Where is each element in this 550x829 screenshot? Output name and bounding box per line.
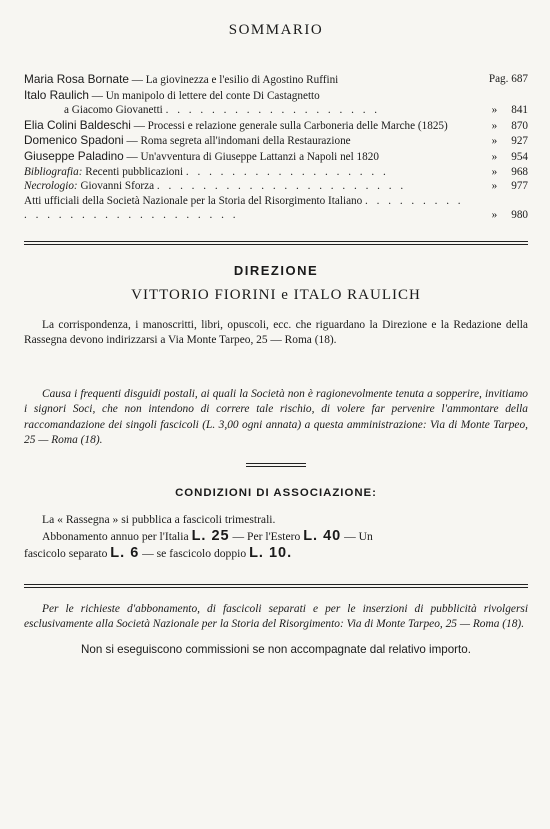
toc-page: 841 xyxy=(511,104,528,117)
toc-entry xyxy=(24,194,528,223)
final-notice: Non si eseguiscono commissioni se non accompagnate dal relativo importo. xyxy=(81,642,471,656)
toc-page: 977 xyxy=(511,180,528,193)
toc-title: — Processi e relazione generale sulla Carboneria delle Marche (1825) xyxy=(133,119,448,132)
price-doppio: L. 10. xyxy=(249,544,293,561)
toc-entry xyxy=(24,149,528,165)
toc-entry xyxy=(24,133,528,149)
condizioni-text: fascicolo separato xyxy=(24,546,108,560)
leader-dots: . . . . . . . . . . . . . . . . . . . . . . xyxy=(156,180,407,193)
leader-dots: . . . . . . . . . . . . . . . . . . xyxy=(185,165,389,178)
subscription-notice: Per le richieste d'abbonamento, di fascicoli separati e per le inserzioni di pubblicità rivolgersi esclusivamente alla Società Nazionale per la Storia del Risorgimento: Via di Monte Tarpeo, 25 — Roma (18). xyxy=(24,602,528,631)
condizioni-line: La « Rassegna » si pubblica a fascicoli trimestrali. xyxy=(42,512,276,526)
toc-title: — Roma segreta all'indomani della Restaurazione xyxy=(126,135,351,148)
section-divider xyxy=(24,241,528,245)
condizioni-text: — Per l'Estero xyxy=(232,529,301,543)
toc-author: Elia Colini Baldeschi xyxy=(24,117,131,132)
price-estero: L. 40 xyxy=(303,527,342,544)
condizioni-text: Abbonamento annuo per l'Italia xyxy=(42,529,189,543)
toc-title: — La giovinezza e l'esilio di Agostino Ruffini xyxy=(131,74,339,86)
toc-entry xyxy=(24,72,528,88)
postal-notice: Causa i frequenti disguidi postali, ai quali la Società non è ragionevolmente tenuta a sopperire, invitiamo i signori Soci, che non intendono di correre tale rischio, di volere far pervenire l'ammontare della raccomandazione dei singoli fascicoli (L. 3,00 ogni annata) a questa amministrazione: Via di Monte Tarpeo, 25 — Roma (18). xyxy=(24,387,528,447)
price-italia: L. 25 xyxy=(191,527,230,544)
toc-title: — Un manipolo di lettere del conte Di Castagnetto xyxy=(91,89,320,102)
toc-title: — Un'avventura di Giuseppe Lattanzi a Napoli nel 1820 xyxy=(126,150,379,163)
toc-separator: » xyxy=(491,209,498,222)
toc-author: Giuseppe Paladino xyxy=(24,148,124,163)
leader-dots: . . . . . . . . . . . . . . . . . . . xyxy=(165,104,381,117)
price-fascicolo: L. 6 xyxy=(110,544,140,561)
toc-page: 980 xyxy=(511,209,528,222)
toc-separator: » xyxy=(491,165,498,178)
toc-entry xyxy=(24,165,528,180)
toc-entry xyxy=(24,118,528,134)
toc-page: Pag. 687 xyxy=(488,73,528,85)
toc-page: 870 xyxy=(511,119,528,132)
toc-title: Atti ufficiali della Società Nazionale per la Storia del Risorgimento Italiano xyxy=(24,194,363,207)
toc-title: Recenti pubblicazioni xyxy=(85,165,184,178)
condizioni-line xyxy=(24,545,528,562)
toc-page: 954 xyxy=(511,150,528,163)
toc-entry xyxy=(24,88,528,118)
page xyxy=(24,0,528,656)
leader-dots: . . . . . . . . . . . . . . . . . . . . . . . . . . . . xyxy=(24,194,464,222)
toc-label: Necrologio: xyxy=(24,180,78,193)
section-divider xyxy=(24,584,528,588)
condizioni-body xyxy=(24,511,528,562)
toc-separator: » xyxy=(491,150,498,163)
toc-separator: » xyxy=(491,135,498,148)
toc-page: 968 xyxy=(511,165,528,178)
toc-title: Giovanni Sforza xyxy=(80,180,155,193)
direzione-heading: DIREZIONE xyxy=(233,262,319,278)
editors-names: VITTORIO FIORINI e ITALO RAULICH xyxy=(131,286,421,303)
toc-author: Italo Raulich xyxy=(24,87,89,102)
toc-title-continued: a Giacomo Giovanetti xyxy=(64,104,163,117)
toc-entry xyxy=(24,179,528,194)
condizioni-text: — se fascicolo doppio xyxy=(142,546,247,560)
toc-separator: » xyxy=(491,180,498,193)
condizioni-heading: CONDIZIONI DI ASSOCIAZIONE: xyxy=(175,486,377,499)
toc-label: Bibliografia: xyxy=(24,165,83,178)
direzione-paragraph: La corrispondenza, i manoscritti, libri, opuscoli, ecc. che riguardano la Direzione e la Redazione della Rassegna devono indirizzarsi a Via Monte Tarpeo, 25 — Roma (18). xyxy=(24,318,528,347)
short-divider xyxy=(246,463,306,467)
toc-author: Maria Rosa Bornate xyxy=(24,72,129,86)
sommario-title: SOMMARIO xyxy=(228,22,324,38)
toc-page: 927 xyxy=(511,135,528,148)
toc-separator: » xyxy=(491,119,498,132)
toc-author: Domenico Spadoni xyxy=(24,133,124,148)
toc-separator: » xyxy=(491,104,498,117)
table-of-contents xyxy=(24,72,528,223)
condizioni-text: — Un xyxy=(344,529,373,543)
condizioni-line xyxy=(24,528,528,545)
